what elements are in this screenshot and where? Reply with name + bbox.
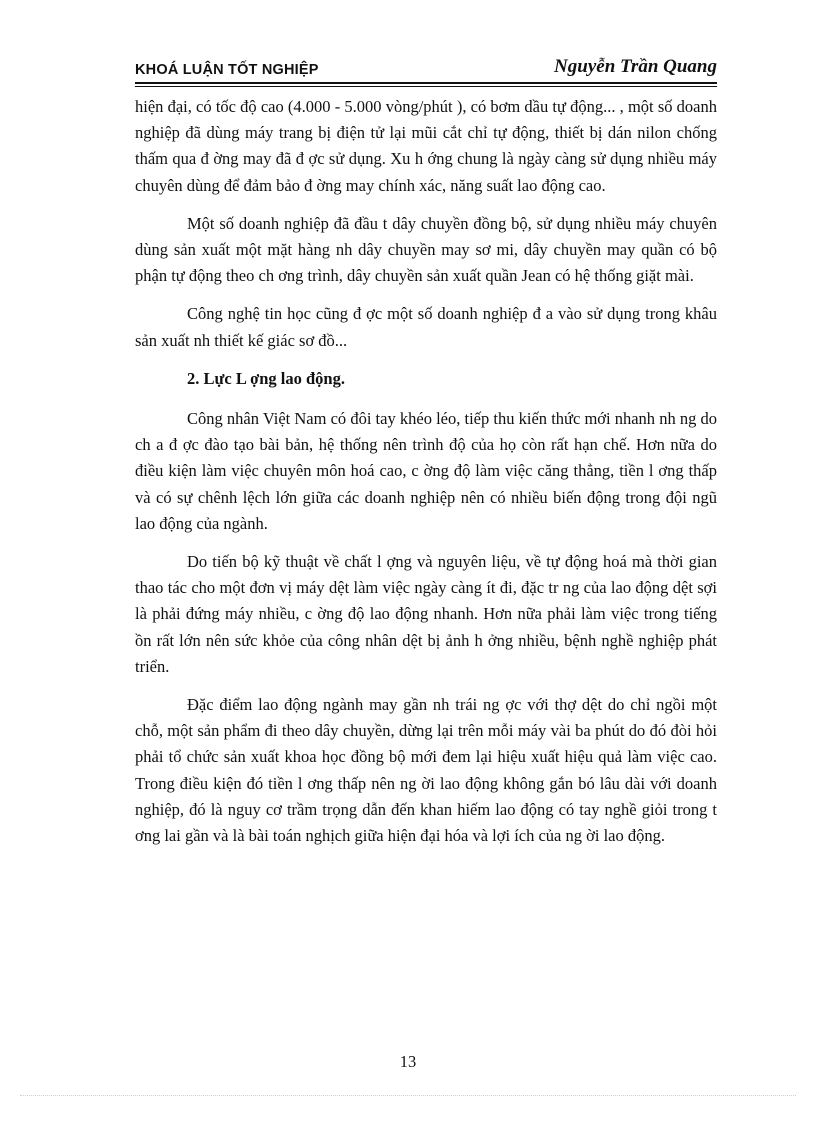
section-heading: 2. Lực L ợng lao động. [187,368,345,388]
paragraph: Một số doanh nghiệp đã đầu t dây chuyền đồng bộ, sử dụng nhiều máy chuyên dùng sản xuất một mặt hàng nh dây chuyền may sơ mi, dây chuyền may quần có bộ phận tự động theo ch ơng trình, dây chuyền sản xuất quần Jean có hệ thống giặt mài. [135,213,717,286]
paragraph: Đặc điểm lao động ngành may gần nh trái ng ợc với thợ dệt do chỉ ngồi một chỗ, một sản phẩm đi theo dây chuyền, dừng lại trên mỗi máy vài ba phút do đó đòi hỏi phải tổ chức sản xuất khoa học đồng bộ mới đem lại hiệu xuất hiệu quả làm việc cao. Trong điều kiện đó tiền l ơng thấp nên ng ời lao động không gắn bó lâu dài với doanh nghiệp, đó là nguy cơ trầm trọng dẫn đến khan hiếm lao động có tay nghề giỏi trong t ơng lai gần và là bài toán nghịch giữa hiện đại hóa và lợi ích của ng ời lao động. [135,695,717,846]
page-header [135,56,717,82]
paragraph: Công nhân Việt Nam có đôi tay khéo léo, tiếp thu kiến thức mới nhanh nh ng do ch a đ ợc đào tạo bài bản, hệ thống nên trình độ của họ còn rất hạn chế. Hơn nữa do điều kiện làm việc chuyên môn hoá cao, c ờng độ làm việc căng thẳng, tiền l ơng thấp và có sự chênh lệch lớn giữa các doanh nghiệp nên có nhiều biến động trong đội ngũ lao động của ngành. [135,409,717,533]
header-rule [135,82,717,84]
page-number: 13 [399,1052,417,1071]
header-author: Nguyễn Trần Quang [554,56,717,77]
header-rule-thin [135,86,717,87]
body-text [135,94,717,861]
paragraph: Do tiến bộ kỹ thuật về chất l ợng và nguyên liệu, về tự động hoá mà thời gian thao tác cho một đơn vị máy dệt làm việc ngày càng ít đi, đặc tr ng của lao động dệt sợi là phải đứng máy nhiều, c ờng độ lao động nhanh. Hơn nữa phải làm việc trong tiếng ồn rất lớn nên sức khỏe của công nhân dệt bị ảnh h ởng nhiều, bệnh nghề nghiệp phát triển. [135,552,717,676]
paragraph: Công nghệ tin học cũng đ ợc một số doanh nghiệp đ a vào sử dụng trong khâu sản xuất nh thiết kế giác sơ đồ... [135,304,717,350]
paragraph-continuation: hiện đại, có tốc độ cao (4.000 - 5.000 vòng/phút ), có bơm dầu tự động... , một số doanh nghiệp đã dùng máy trang bị điện tử lại mũi cắt chỉ tự động, thiết bị dán nilon chống thấm qua đ ờng may đã đ ợc sử dụng. Xu h ớng chung là ngày càng sử dụng nhiều máy chuyên dùng để đảm bảo đ ờng may chính xác, năng suất lao động cao. [135,97,717,195]
page-bottom-border [20,1095,796,1096]
header-title: KHOÁ LUẬN TỐT NGHIỆP [135,62,319,78]
